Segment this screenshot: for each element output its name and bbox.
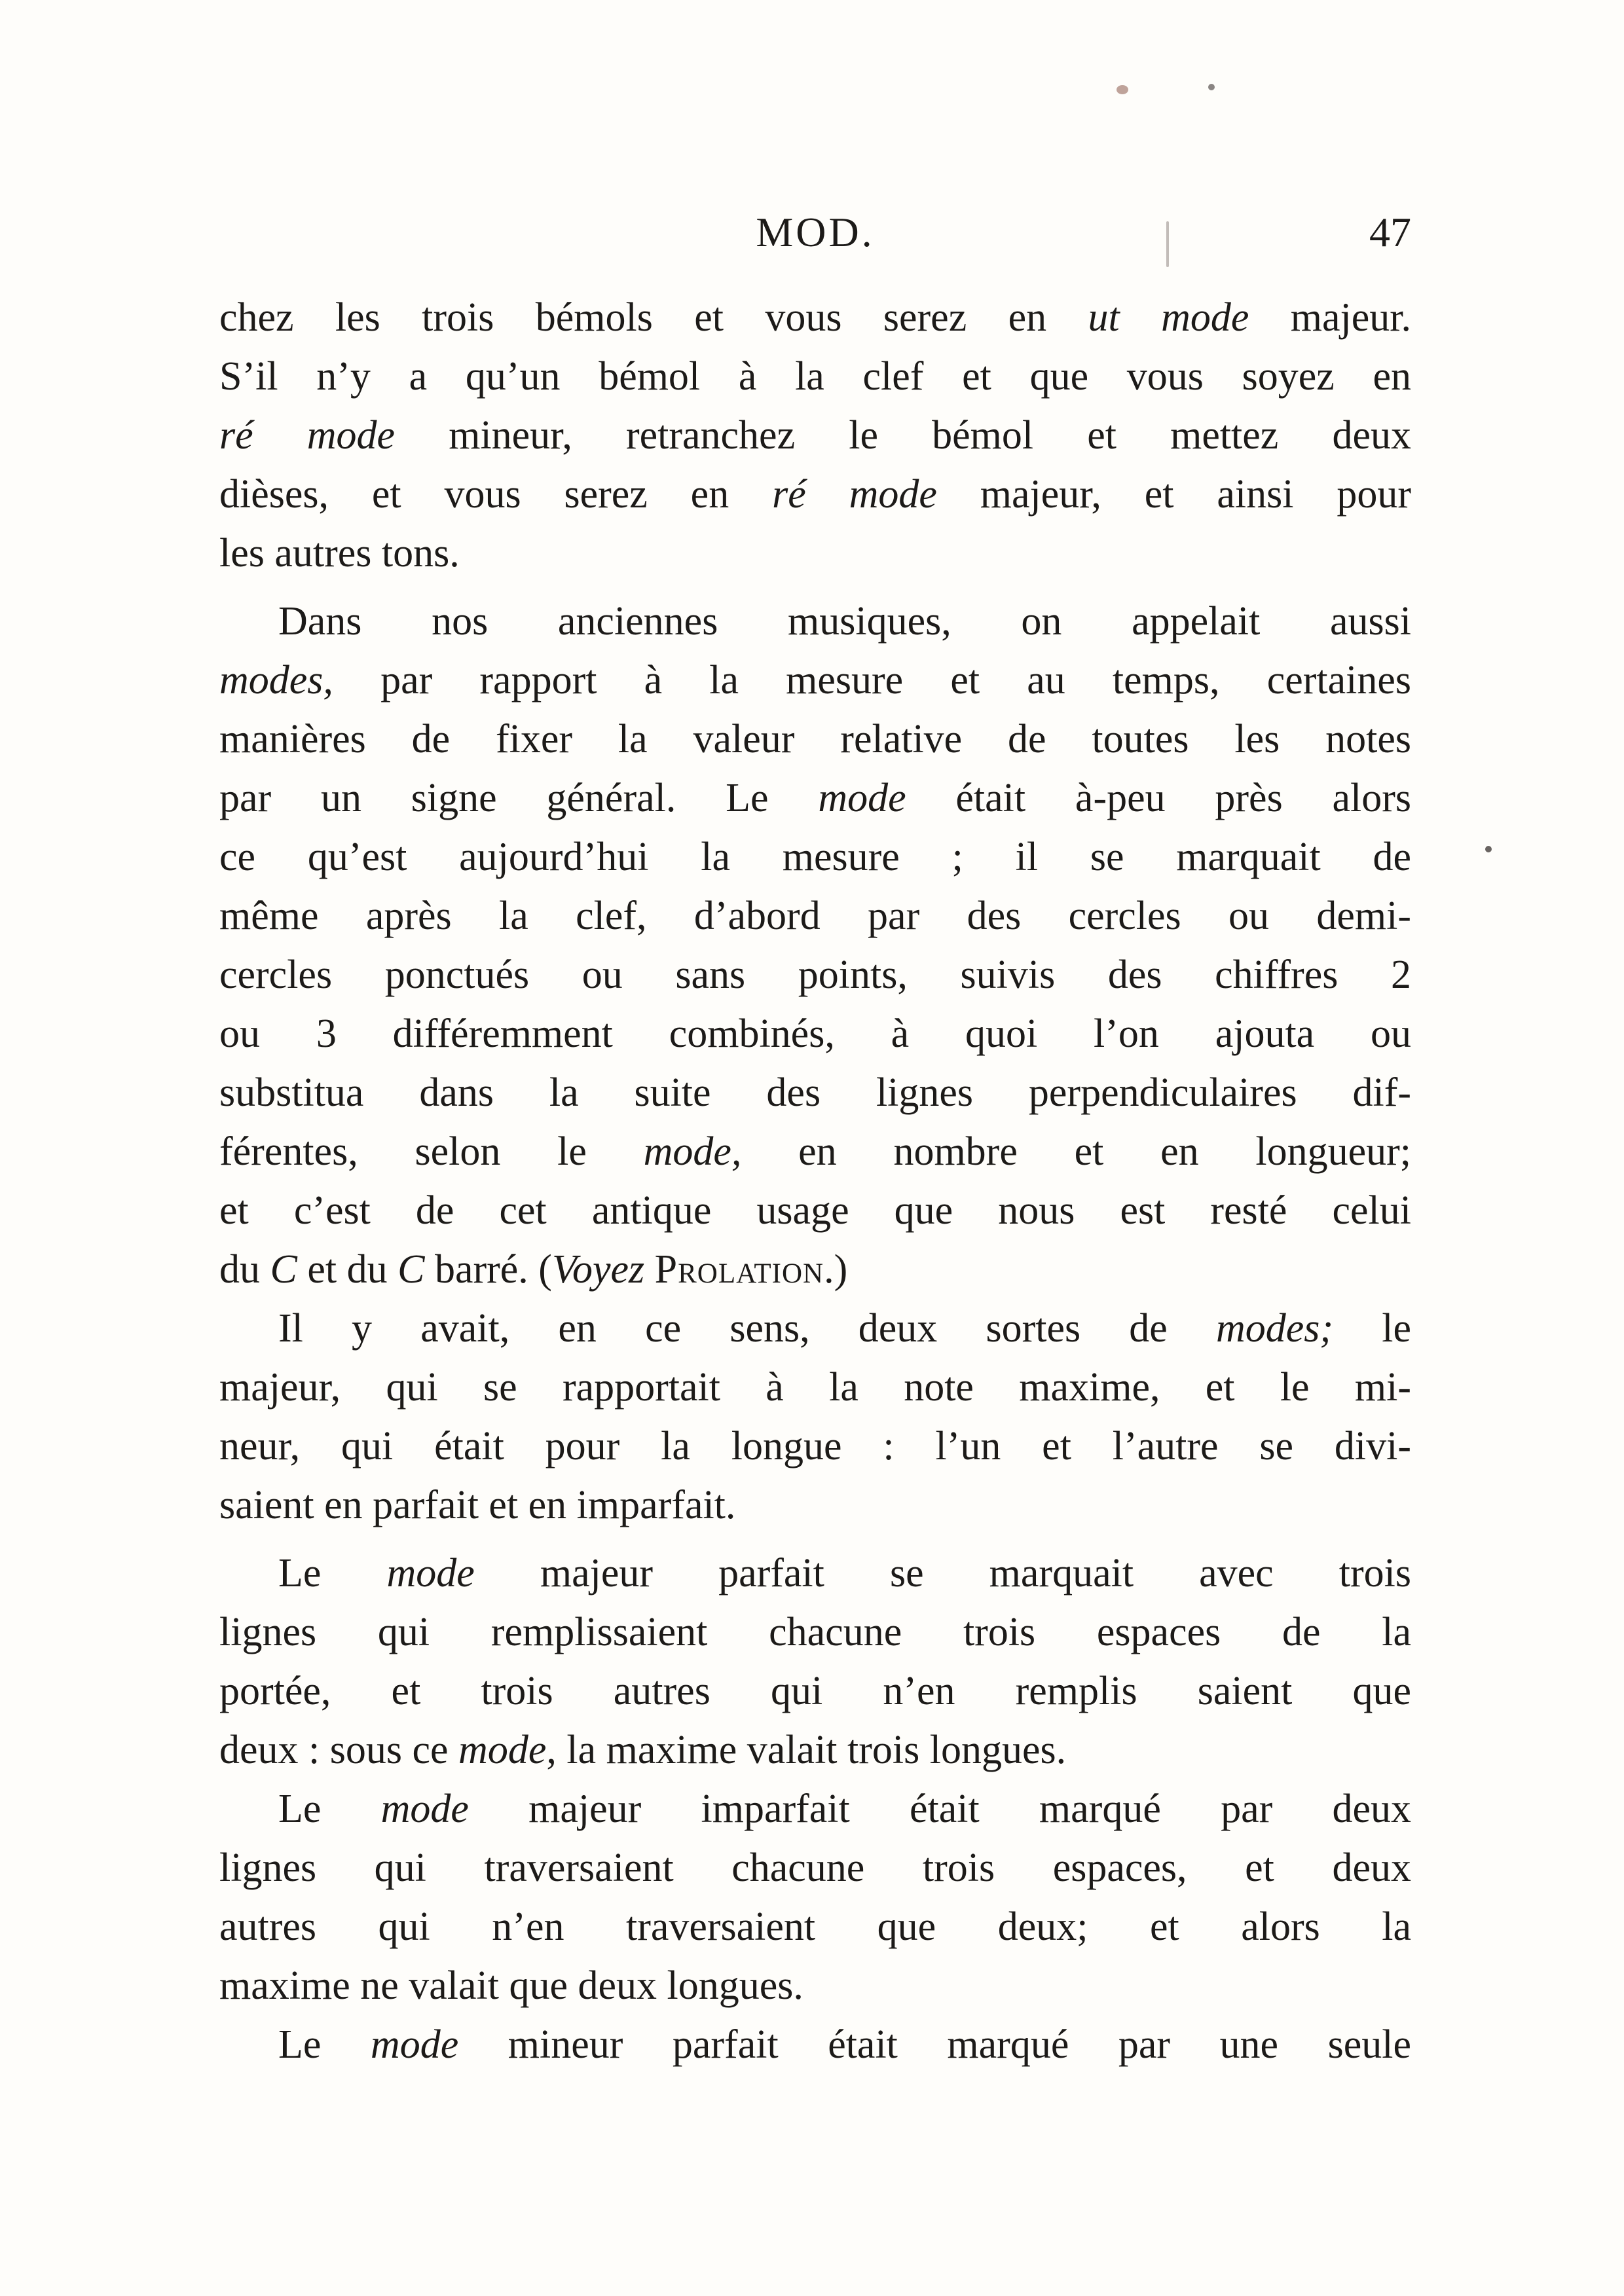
text-line: lignes qui remplissaient chacune trois espaces de la (219, 1610, 1411, 1654)
text-line: saient en parfait et en imparfait. (219, 1483, 736, 1527)
text-line: modes, par rapport à la mesure et au temps, certaines (219, 658, 1411, 702)
text-line: substitua dans la suite des lignes perpendiculaires dif- (219, 1070, 1411, 1115)
text-line: du C et du C barré. (Voyez Prolation.) (219, 1247, 848, 1292)
text-line: majeur, qui se rapportait à la note maxime, et le mi- (219, 1365, 1411, 1410)
text-line: ré mode mineur, retranchez le bémol et mettez deux (219, 413, 1411, 458)
ink-stain-mark (1116, 85, 1128, 94)
text-line: et c’est de cet antique usage que nous est resté celui (219, 1188, 1411, 1233)
page-number: 47 (1369, 209, 1411, 255)
text-line: Le mode majeur parfait se marquait avec trois (278, 1551, 1411, 1595)
text-line: Le mode majeur imparfait était marqué par deux (278, 1787, 1411, 1831)
text-line: lignes qui traversaient chacune trois espaces, et deux (219, 1846, 1411, 1890)
ink-dot-mark (1485, 846, 1492, 852)
text-line: Dans nos anciennes musiques, on appelait aussi (278, 599, 1411, 644)
text-line: manières de fixer la valeur relative de toutes les notes (219, 717, 1411, 761)
text-line: neur, qui était pour la longue : l’un et l’autre se divi- (219, 1424, 1411, 1468)
text-line: portée, et trois autres qui n’en remplis saient que (219, 1669, 1411, 1713)
running-head: MOD. (756, 209, 875, 255)
text-line: deux : sous ce mode, la maxime valait trois longues. (219, 1728, 1067, 1772)
text-line: les autres tons. (219, 531, 460, 575)
text-line: même après la clef, d’abord par des cercles ou demi- (219, 894, 1411, 938)
paragraph-gap (219, 1535, 1411, 1544)
paragraph-gap (219, 583, 1411, 592)
page-header (219, 208, 1411, 261)
text-line: Le mode mineur parfait était marqué par une seule (278, 2022, 1411, 2067)
text-line: cercles ponctués ou sans points, suivis des chiffres 2 (219, 953, 1411, 997)
body-text (219, 288, 1411, 2074)
text-line: S’il n’y a qu’un bémol à la clef et que vous soyez en (219, 354, 1411, 399)
text-line: Il y avait, en ce sens, deux sortes de modes; le (278, 1306, 1411, 1351)
text-line: par un signe général. Le mode était à-peu près alors (219, 776, 1411, 820)
text-line: maxime ne valait que deux longues. (219, 1963, 803, 2008)
text-line: férentes, selon le mode, en nombre et en longueur; (219, 1129, 1411, 1174)
text-line: autres qui n’en traversaient que deux; et alors la (219, 1904, 1411, 1949)
ink-dot-mark (1208, 84, 1215, 90)
text-line: chez les trois bémols et vous serez en ut mode majeur. (219, 295, 1411, 340)
text-line: dièses, et vous serez en ré mode majeur, et ainsi pour (219, 472, 1411, 517)
text-line: ce qu’est aujourd’hui la mesure ; il se marquait de (219, 835, 1411, 879)
text-line: ou 3 différemment combinés, à quoi l’on ajouta ou (219, 1011, 1411, 1056)
